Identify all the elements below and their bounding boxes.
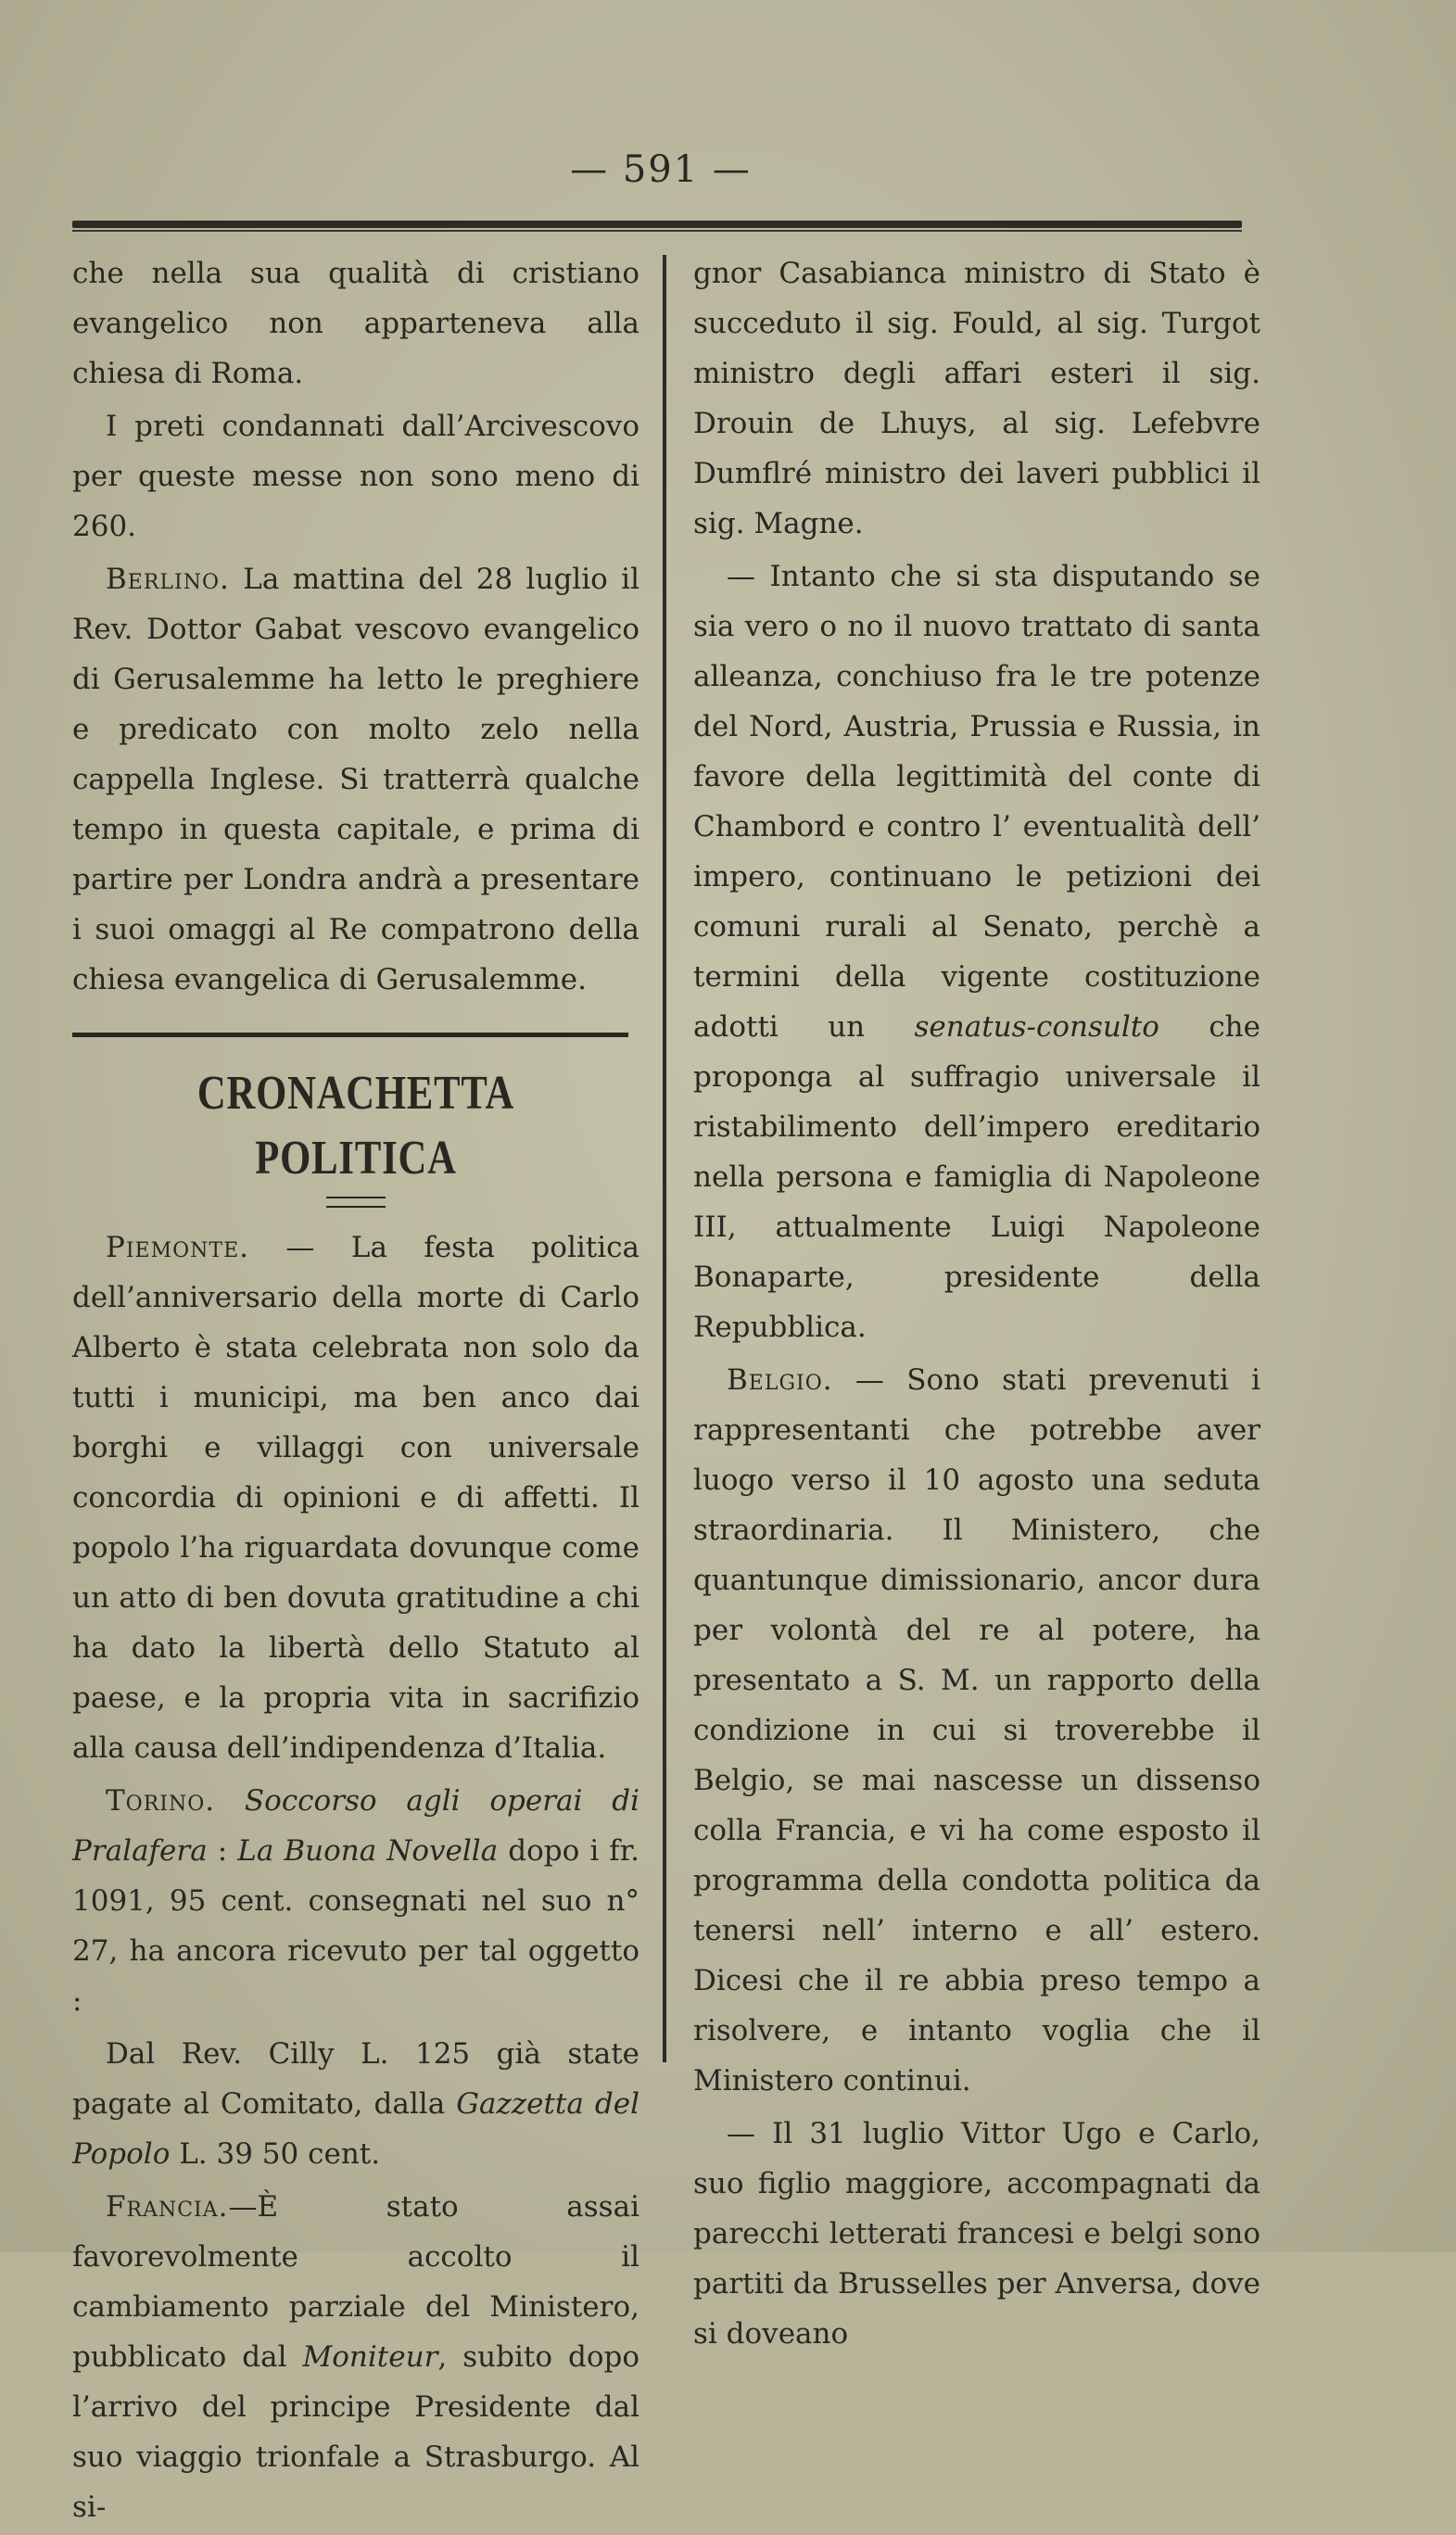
paragraph-piemonte: Piemonte. — La festa politica dell’anniversario della morte di Carlo Alberto è stata celebrata non solo da tutti i municipi, ma ben anco dai borghi e villaggi con universale concordia di opinioni e di affetti. Il popolo l’ha riguardata dovunque come un atto di ben dovuta gratitudine a chi ha dato la libertà dello Statuto al paese, e la propria vita in sacrifizio alla causa dell’indipendenza d’Italia.: [72, 1231, 639, 1765]
paragraph-cilly: Dal Rev. Cilly L. 125 già state pagate al Comitato, dalla Gazzetta del Popolo L. 39 50 cent.: [72, 2037, 639, 2171]
paragraph: — Intanto che si sta disputando se sia vero o no il nuovo trattato di santa alleanza, conchiuso fra le tre potenze del Nord, Austria, Prussia e Russia, in favore della legittimità del conte di Chambord e contro l’ eventualità dell’ impero, continuano le petizioni dei comuni rurali al Senato, perchè a termini della vigente costituzione adotti un senatus-consulto che proponga al suffragio universale il ristabilimento dell’impero ereditario nella persona e famiglia di Napoleone III, attualmente Luigi Napoleone Bonaparte, presidente della Repubblica.: [693, 560, 1260, 1344]
column-divider: [663, 255, 666, 2062]
right-column: [693, 248, 1260, 2362]
place-lead: Piemonte.: [106, 1231, 250, 1264]
heading-ornament: [326, 1197, 386, 1208]
paragraph: che nella sua qualità di cristiano evangelico non apparteneva alla chiesa di Roma.: [72, 257, 639, 390]
place-lead: Francia.: [106, 2190, 229, 2224]
paragraph-torino: Torino. Soccorso agli operai di Pralafera : La Buona Novella dopo i fr. 1091, 95 cent. consegnati nel suo n° 27, ha ancora ricevuto per tal oggetto :: [72, 1784, 640, 2018]
page-number: — 591 —: [570, 148, 752, 191]
paragraph-berlino: Berlino. La mattina del 28 luglio il Rev. Dottor Gabat vescovo evangelico di Gerusalemme ha letto le preghiere e predicato con molto zelo nella cappella Inglese. Si tratterrà qualche tempo in questa capitale, e prima di partire per Londra andrà a presentare i suoi omaggi al Re compatrono della chiesa evangelica di Gerusalemme.: [72, 563, 639, 996]
paragraph-francia: Francia.—È stato assai favorevolmente accolto il cambiamento parziale del Ministero, pubblicato dal Moniteur, subito dopo l’arrivo del principe Presidente dal suo viaggio trionfale a Strasburgo. Al si-: [72, 2190, 639, 2524]
paragraph: — Il 31 luglio Vittor Ugo e Carlo, suo figlio maggiore, accompagnati da parecchi letterati francesi e belgi sono partiti da Brusselles per Anversa, dove si doveano: [693, 2117, 1260, 2351]
place-lead: Berlino.: [106, 563, 230, 596]
place-lead: Belgio.: [727, 1363, 833, 1397]
section-rule: [72, 1033, 628, 1037]
left-column: [72, 248, 639, 2535]
header-rule: [72, 221, 1242, 228]
paragraph: gnor Casabianca ministro di Stato è succeduto il sig. Fould, al sig. Turgot ministro degli affari esteri il sig. Drouin de Lhuys, al sig. Lefebvre Dumflré ministro dei laveri pubblici il sig. Magne.: [693, 257, 1260, 540]
paragraph: I preti condannati dall’Arcivescovo per queste messe non sono meno di 260.: [72, 410, 639, 543]
place-lead: Torino.: [106, 1784, 216, 1818]
section-heading: CRONACHETTA POLITICA: [196, 1067, 515, 1185]
paragraph-belgio: Belgio. — Sono stati prevenuti i rappresentanti che potrebbe aver luogo verso il 10 agosto una seduta straordinaria. Il Ministero, che quantunque dimissionario, ancor dura per volontà del re al potere, ha presentato a S. M. un rapporto della condizione in cui si troverebbe il Belgio, se mai nascesse un dissenso colla Francia, e vi ha come esposto il programma della condotta politica da tenersi nell’ interno e all’ estero. Dicesi che il re abbia preso tempo a risolvere, e intanto voglia che il Ministero continui.: [693, 1363, 1260, 2098]
